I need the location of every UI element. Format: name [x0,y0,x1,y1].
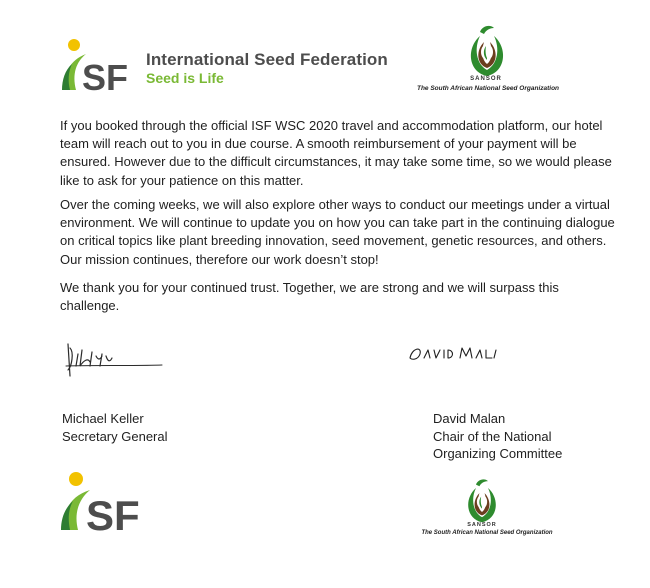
paragraph-virtual-meetings: Over the coming weeks, we will also explore other ways to conduct our meetings under a virtual environment. We will continue to update you on how you can take part in the continuing dialogue on critical topics like plant breeding innovation, seed movement, genetic resources, and others. Our mission continues, therefore our work doesn’t stop! [60,197,615,267]
signature-michael-keller [62,336,164,380]
sansor-logo-icon [464,22,510,78]
paragraph-thanks: We thank you for your continued trust. Together, we are strong and we will surpass this challenge. [60,280,559,314]
isf-logo-icon [60,36,138,92]
isf-logo-footer-icon [58,470,158,532]
paragraph-reimbursement: If you booked through the official ISF WSC 2020 travel and accommodation platform, our hotel team will reach out to you in due course. A smooth reimbursement of your payment will be ensured. However due to the difficult circumstances, it may take some time, so we would please like to ask for your patience on this matter. [60,118,612,188]
signatory-michael-keller [62,410,168,445]
signatory-name: David Malan [433,411,506,426]
signatory-david-malan [433,410,562,463]
sansor-wordmark-footer: SANSOR [467,522,497,528]
signatory-name: Michael Keller [62,411,144,426]
sansor-caption: The South African National Seed Organization [416,85,560,92]
sansor-caption-footer: The South African National Seed Organization [421,530,553,536]
isf-tagline: Seed is Life [146,70,224,86]
signature-david-malan [408,344,498,362]
signatory-title-line-1: Chair of the National [433,428,552,444]
isf-title: International Seed Federation [146,50,388,69]
signatory-title-line-2: Organizing Committee [433,446,563,461]
sansor-wordmark: SANSOR [470,76,502,82]
svg-text:SF: SF [86,492,140,532]
signatory-title: Secretary General [62,428,168,444]
sansor-logo-footer-icon [462,476,502,524]
svg-text:SF: SF [82,57,129,92]
